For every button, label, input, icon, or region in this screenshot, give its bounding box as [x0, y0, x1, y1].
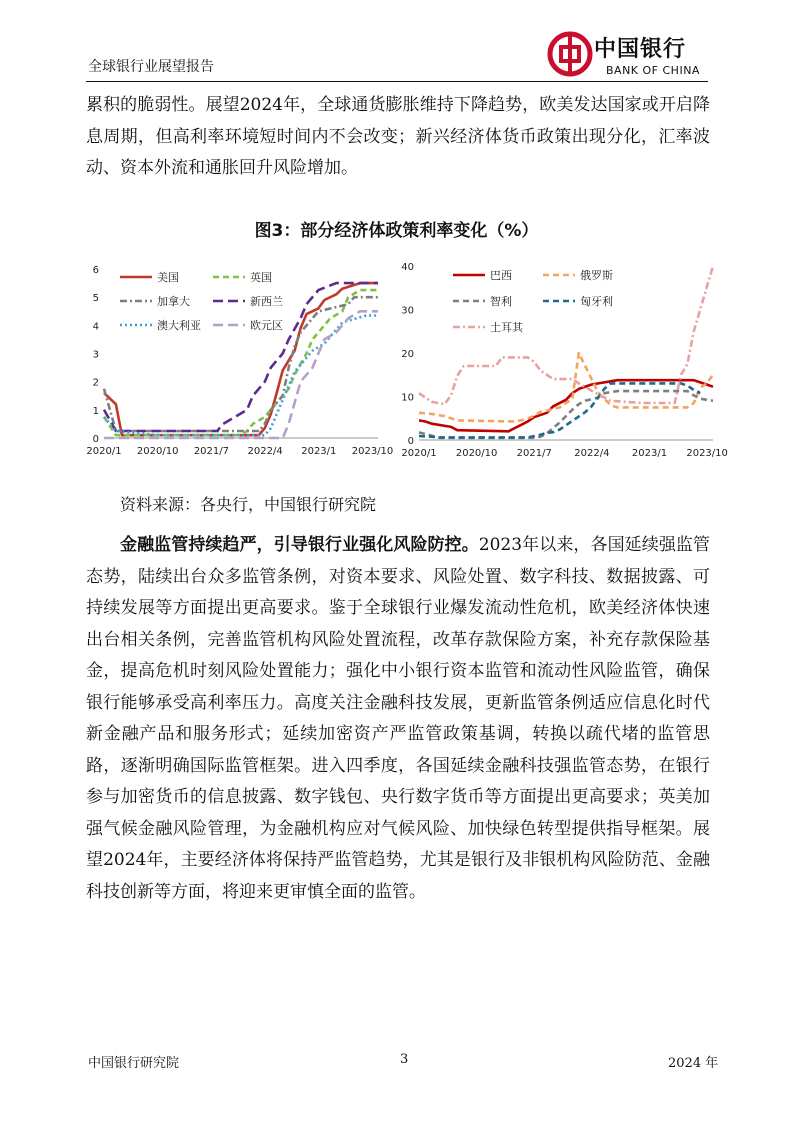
- legend-label: 智利: [490, 295, 512, 308]
- legend-label: 土耳其: [490, 321, 523, 334]
- policy-rate-chart-left: [86, 258, 394, 468]
- y-tick-label: 40: [401, 262, 414, 273]
- y-tick-label: 30: [401, 305, 414, 317]
- header-rule: [86, 81, 708, 82]
- legend-label: 俄罗斯: [580, 269, 613, 282]
- x-tick-label: 2020/10: [455, 448, 498, 459]
- series-line: [419, 266, 713, 404]
- x-tick-label: 2021/7: [516, 448, 552, 459]
- legend-label: 匈牙利: [580, 295, 613, 308]
- footer-year: 2024 年: [668, 1056, 719, 1071]
- legend-label: 新西兰: [250, 295, 283, 308]
- legend-label: 美国: [157, 271, 179, 284]
- series-line: [104, 297, 378, 431]
- logo-text-cn: 中国银行: [594, 36, 687, 62]
- y-tick-label: 10: [401, 392, 414, 404]
- x-tick-label: 2021/7: [193, 446, 230, 457]
- header-title: 全球银行业展望报告: [88, 59, 214, 75]
- policy-rate-chart-right: [395, 258, 728, 468]
- legend-label: 欧元区: [250, 319, 283, 332]
- y-tick-label: 1: [92, 405, 99, 417]
- figure-title: 图3：部分经济体政策利率变化（%）: [254, 221, 539, 241]
- y-tick-label: 0: [407, 436, 414, 447]
- legend-label: 巴西: [490, 269, 512, 282]
- y-tick-label: 2: [92, 377, 99, 389]
- page-number: 3: [400, 1052, 409, 1067]
- y-tick-label: 5: [92, 293, 99, 305]
- legend-label: 澳大利亚: [157, 319, 201, 332]
- legend-label: 英国: [250, 271, 272, 284]
- bank-logo-icon: [548, 32, 592, 76]
- series-line: [104, 311, 378, 438]
- y-tick-label: 3: [92, 349, 99, 361]
- x-tick-label: 2022/4: [574, 448, 610, 459]
- y-tick-label: 4: [92, 321, 99, 333]
- logo-text-en: BANK OF CHINA: [606, 64, 700, 77]
- footer-org: 中国银行研究院: [88, 1056, 180, 1071]
- x-tick-label: 2023/10: [351, 446, 394, 457]
- x-tick-label: 2023/1: [301, 446, 337, 457]
- x-tick-label: 2023/10: [686, 448, 728, 459]
- y-tick-label: 20: [401, 349, 414, 360]
- paragraph-2-lead: 金融监管持续趋严，引导银行业强化风险防控。: [120, 535, 479, 555]
- x-tick-label: 2020/1: [401, 448, 437, 459]
- series-line: [419, 353, 713, 422]
- paragraph-2-body: 2023年以来，各国延续强监管态势，陆续出台众多监管条例，对资本要求、风险处置、数字科技、数据披露、可持续发展等方面提出更高要求。鉴于全球银行业爆发流动性危机，欧美经济体快速出台相关条例，完善监管机构风险处置流程，改革存款保险方案，补充存款保险基金，提高危机时刻风险处置能力；强化中小银行资本监管和流动性风险监管，确保银行能够承受高利率压力。高度关注金融科技发展，更新监管条例适应信息化时代新金融产品和服务形式；延续加密资产严监管政策基调，转换以疏代堵的监管思路，逐渐明确国际监管框架。进入四季度，各国延续金融科技强监管态势，在银行参与加密货币的信息披露、数字钱包、央行数字货币等方面提出更高要求；英美加强气候金融风险管理，为金融机构应对气候风险、加快绿色转型提供指导框架。展望2024年，主要经济体将保持严监管趋势，尤其是银行及非银机构风险防范、金融科技创新等方面，将迎来更审慎全面的监管。: [86, 535, 710, 902]
- bank-logo: [548, 30, 708, 80]
- paragraph-1: 累积的脆弱性。展望2024年，全球通货膨胀维持下降趋势，欧美发达国家或开启降息周期，但高利率环境短时间内不会改变；新兴经济体货币政策出现分化，汇率波动、资本外流和通胀回升风险增加。: [86, 95, 710, 178]
- y-tick-label: 0: [92, 434, 99, 445]
- y-tick-label: 6: [92, 265, 99, 276]
- figure-source: 资料来源：各央行，中国银行研究院: [120, 495, 377, 514]
- series-line: [104, 283, 378, 431]
- paragraph-2: [86, 530, 710, 908]
- legend-label: 加拿大: [157, 295, 190, 308]
- x-tick-label: 2020/10: [136, 446, 179, 457]
- x-tick-label: 2022/4: [247, 446, 283, 457]
- x-tick-label: 2023/1: [631, 448, 668, 459]
- x-tick-label: 2020/1: [86, 446, 122, 457]
